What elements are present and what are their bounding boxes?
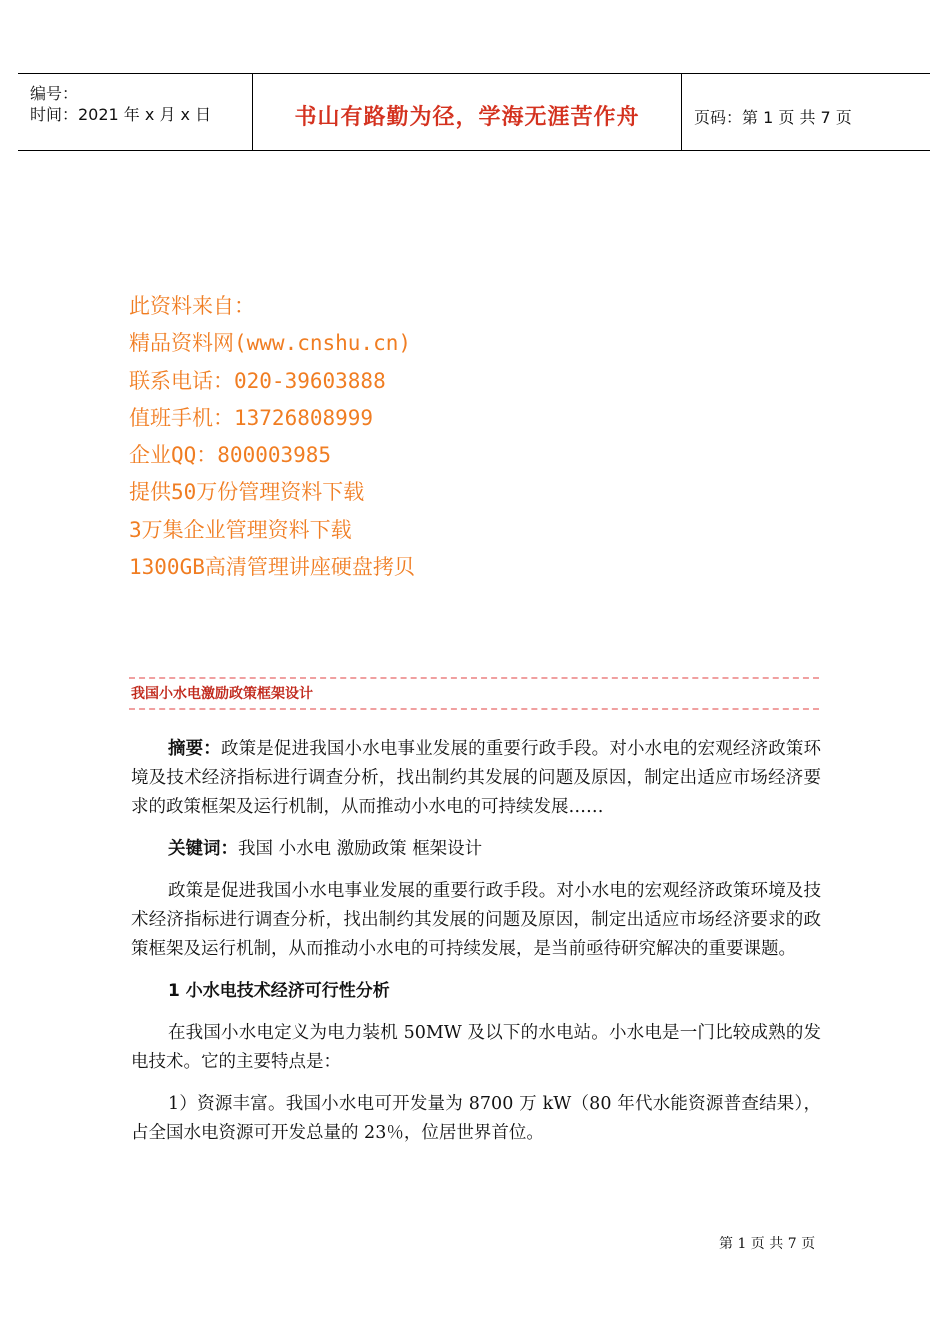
- header-table: [18, 73, 930, 151]
- document-title: 我国小水电激励政策框架设计: [131, 686, 313, 702]
- page-footer: 第 1 页 共 7 页: [719, 1236, 816, 1252]
- number-label: 编号：: [30, 84, 79, 103]
- dashed-divider-top: [129, 677, 819, 679]
- keywords-paragraph: [131, 835, 821, 864]
- ad-line: 值班手机：13726808999: [129, 405, 374, 430]
- header-center-cell: [253, 74, 682, 150]
- ad-line: 提供50万份管理资料下载: [129, 480, 365, 505]
- section-heading: 1 小水电技术经济可行性分析: [168, 981, 390, 1001]
- ad-line: 此资料来自：: [129, 294, 255, 318]
- ad-line: 精品资料网(www.cnshu.cn): [129, 331, 412, 356]
- document-body: [131, 735, 821, 1161]
- page-label: 页码：第 1 页 共 7 页: [694, 108, 852, 127]
- abstract-text: 政策是促进我国小水电事业发展的重要行政手段。对小水电的宏观经济政策环境及技术经济指标进行调查分析，找出制约其发展的问题及原因，制定出适应市场经济要求的政策框架及运行机制，从而推动小水电的可持续发展……: [131, 739, 822, 817]
- body-paragraph: 政策是促进我国小水电事业发展的重要行政手段。对小水电的宏观经济政策环境及技术经济指标进行调查分析，找出制约其发展的问题及原因，制定出适应市场经济要求的政策框架及运行机制，从而推动小水电的可持续发展，是当前亟待研究解决的重要课题。: [131, 881, 821, 959]
- motto: 书山有路勤为径，学海无涯苦作舟: [294, 105, 640, 130]
- keywords-label: 关键词：: [168, 839, 238, 859]
- time-label: 时间：2021 年 x 月 x 日: [30, 105, 212, 124]
- header-right-cell: [682, 74, 930, 150]
- ad-line: 企业QQ：800003985: [129, 443, 332, 468]
- keywords-text: 我国 小水电 激励政策 框架设计: [238, 839, 483, 859]
- abstract-paragraph: [131, 735, 821, 822]
- body-paragraph: 在我国小水电定义为电力装机 50MW 及以下的水电站。小水电是一门比较成熟的发电技术。它的主要特点是：: [131, 1023, 821, 1072]
- dashed-divider-bottom: [129, 708, 819, 710]
- body-paragraph: 1）资源丰富。我国小水电可开发量为 8700 万 kW（80 年代水能资源普查结果），占全国水电资源可开发总量的 23％，位居世界首位。: [131, 1094, 821, 1143]
- ad-block: [129, 288, 415, 586]
- ad-line: 3万集企业管理资料下载: [129, 517, 352, 542]
- header-left-cell: [18, 74, 253, 150]
- ad-line: 联系电话：020-39603888: [129, 368, 386, 393]
- abstract-label: 摘要：: [168, 739, 221, 759]
- ad-line: 1300GB高清管理讲座硬盘拷贝: [129, 555, 415, 580]
